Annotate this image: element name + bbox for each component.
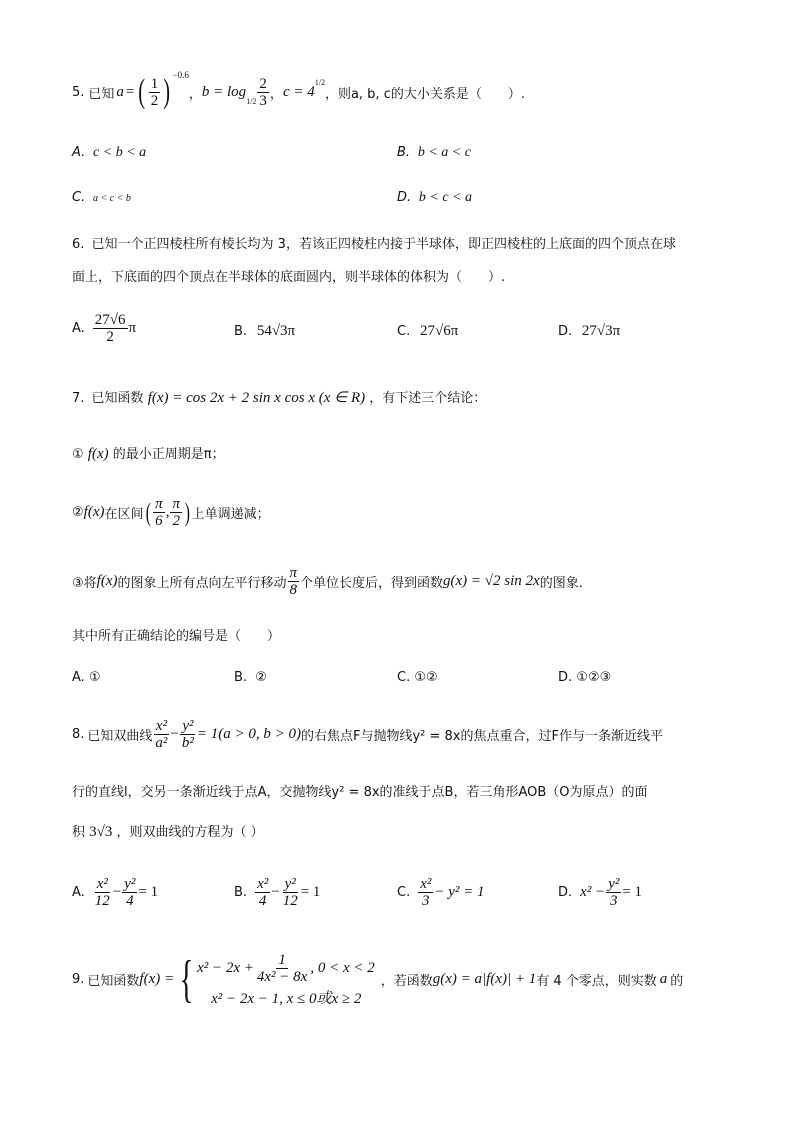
question-8-line-3: 积 3√3 ，则双曲线的方程为（ ）: [72, 824, 264, 840]
q5-option-d[interactable]: D. b < c < a: [397, 190, 473, 205]
fraction: $\frac{\text{x²}}{3}$: [420, 876, 432, 909]
q8-option-c[interactable]: C. $\frac{\text{x²}}{3}$ − y² = 1: [397, 876, 485, 909]
fraction: $\frac{\pi}{8}$: [289, 565, 298, 598]
var-a: a: [116, 83, 124, 100]
fraction: $\frac{\text{x²}}{12}$: [94, 876, 110, 909]
left-paren: (: [138, 73, 146, 110]
question-6-line-2: 面上，下底面的四个顶点在半球体的底面圆内，则半球体的体积为（ ）.: [72, 270, 506, 285]
fraction: $\frac{\pi}{6}$: [155, 496, 163, 529]
function-name: f(x) =: [139, 971, 175, 987]
q6-option-d[interactable]: D. 27√3π: [558, 323, 621, 339]
c-exponent: 1/2: [314, 78, 325, 87]
question-6-line-1: 6. 已知一个正四棱柱所有棱长均为 3，若该正四棱柱内接于半球体，即正四棱柱的上底面的四个顶点在球: [72, 237, 676, 252]
fraction: $\frac{27√6}{2}$: [94, 312, 126, 345]
separator: ，: [188, 86, 202, 102]
c-expression: c = 4: [282, 83, 315, 100]
fraction-numerator: 2: [259, 75, 267, 92]
fraction-a: [149, 76, 161, 109]
fraction-denominator: 3: [259, 92, 267, 109]
question-tail: ，则a, b, c的大小关系是（ ）.: [324, 86, 525, 102]
question-9: 9. 已知函数 f(x) = { x² − 2x + $\frac{1}{\text{4x² − 8x}}$ , 0 < x < 2 x² − 2x − 1, x ≤ 0或x ≥ 2 ，若函数 g(x) = a|f(x)| + 1 有 4 个零点，则实数 a 的: [72, 951, 684, 1008]
question-number: 5.: [72, 84, 85, 100]
question-number: 7.: [72, 391, 85, 406]
statement-3: ③将 f(x) 的图象上所有点向左平行移动 $\frac{\pi}{8}$ 个单位长度后，得到函数 g(x) = √2 sin 2x 的图象.: [72, 565, 583, 598]
q8-option-d[interactable]: D. x² − $\frac{\text{y²}}{3}$ = 1: [558, 876, 643, 909]
question-number: 8.: [72, 727, 85, 742]
q6-option-b[interactable]: B. 54√3π: [234, 323, 296, 339]
separator: ，: [269, 86, 283, 102]
q6-option-a[interactable]: A. $\frac{27√6}{2}$ π: [72, 312, 137, 345]
question-8-line-1: 8. 已知双曲线 $\frac{\text{x²}}{\text{a²}}$ − $\frac{\text{y²}}{\text{b²}}$ = 1(a > 0, b > 0) 的右焦点F与抛物线y² = 8x的焦点重合，过F作与一条渐近线平: [72, 718, 663, 751]
question-8-line-2: 行的直线l，交另一条渐近线于点A，交抛物线y² = 8x的准线于点B，若三角形AOB（O为原点）的面: [72, 785, 648, 800]
fraction-denominator: 2: [150, 92, 159, 109]
fraction: $\frac{\text{x²}}{\text{a²}}$: [155, 718, 168, 751]
question-5: [72, 70, 525, 114]
case-1: x² − 2x + $\frac{1}{\text{4x² − 8x}}$ , 0 < x < 2: [197, 951, 375, 985]
piecewise-brace: {: [179, 951, 194, 1008]
question-lead: 已知: [88, 86, 115, 102]
q7-option-a[interactable]: A. ①: [72, 670, 101, 685]
fraction: $\frac{1}{\text{4x² − 8x}}$: [256, 951, 308, 985]
piecewise-cases: [197, 952, 375, 1008]
function-definition: f(x) = cos 2x + 2 sin x cos x (x ∈ R): [147, 390, 366, 406]
fraction: $\frac{\text{y²}}{12}$: [282, 876, 298, 909]
q8-option-a[interactable]: A. $\frac{\text{x²}}{12}$ − $\frac{\text{y²}}{4}$ = 1: [72, 876, 159, 909]
question-number: 9.: [72, 972, 85, 987]
question-number: 6.: [72, 237, 85, 252]
question-7-prompt: 其中所有正确结论的编号是（ ）: [72, 629, 281, 644]
q5-option-a[interactable]: A. c < b < a: [72, 145, 147, 160]
fraction: $\frac{\text{y²}}{3}$: [608, 876, 620, 909]
q6-option-c[interactable]: C. 27√6π: [397, 323, 459, 339]
q7-option-d[interactable]: D. ①②③: [558, 670, 612, 685]
right-paren: ): [163, 73, 171, 110]
fraction: $\frac{\pi}{2}$: [172, 496, 180, 529]
fraction: $\frac{\text{y²}}{\text{b²}}$: [181, 718, 194, 751]
case-2: x² − 2x − 1, x ≤ 0或x ≥ 2: [211, 990, 362, 1007]
q5-option-b[interactable]: B. b < a < c: [397, 145, 471, 160]
q5-option-c[interactable]: C. a < c < b: [72, 190, 131, 205]
statement-1: ① f(x) 的最小正周期是π；: [72, 446, 225, 462]
q8-option-b[interactable]: B. $\frac{\text{x²}}{4}$ − $\frac{\text{y²}}{12}$ = 1: [234, 876, 321, 909]
log-expression: b = log: [201, 83, 247, 100]
fraction: $\frac{\text{y²}}{4}$: [124, 876, 136, 909]
question-7: 7. 已知函数 f(x) = cos 2x + 2 sin x cos x (x ∈ R) ，有下述三个结论：: [72, 390, 487, 406]
equals: =: [125, 83, 135, 100]
q7-option-c[interactable]: C. ①②: [397, 670, 438, 685]
statement-2: ② f(x) 在区间 ( $\frac{\pi}{6}$ , $\frac{\pi}{2}$ ) 上单调递减；: [72, 496, 270, 529]
fraction: $\frac{\text{x²}}{4}$: [257, 876, 269, 909]
q7-option-b[interactable]: B. ②: [234, 670, 267, 685]
fraction-numerator: 1: [150, 75, 159, 92]
log-base: 1/2: [246, 97, 257, 106]
exponent-a: −0.6: [172, 70, 189, 80]
fraction-b: [257, 76, 269, 109]
